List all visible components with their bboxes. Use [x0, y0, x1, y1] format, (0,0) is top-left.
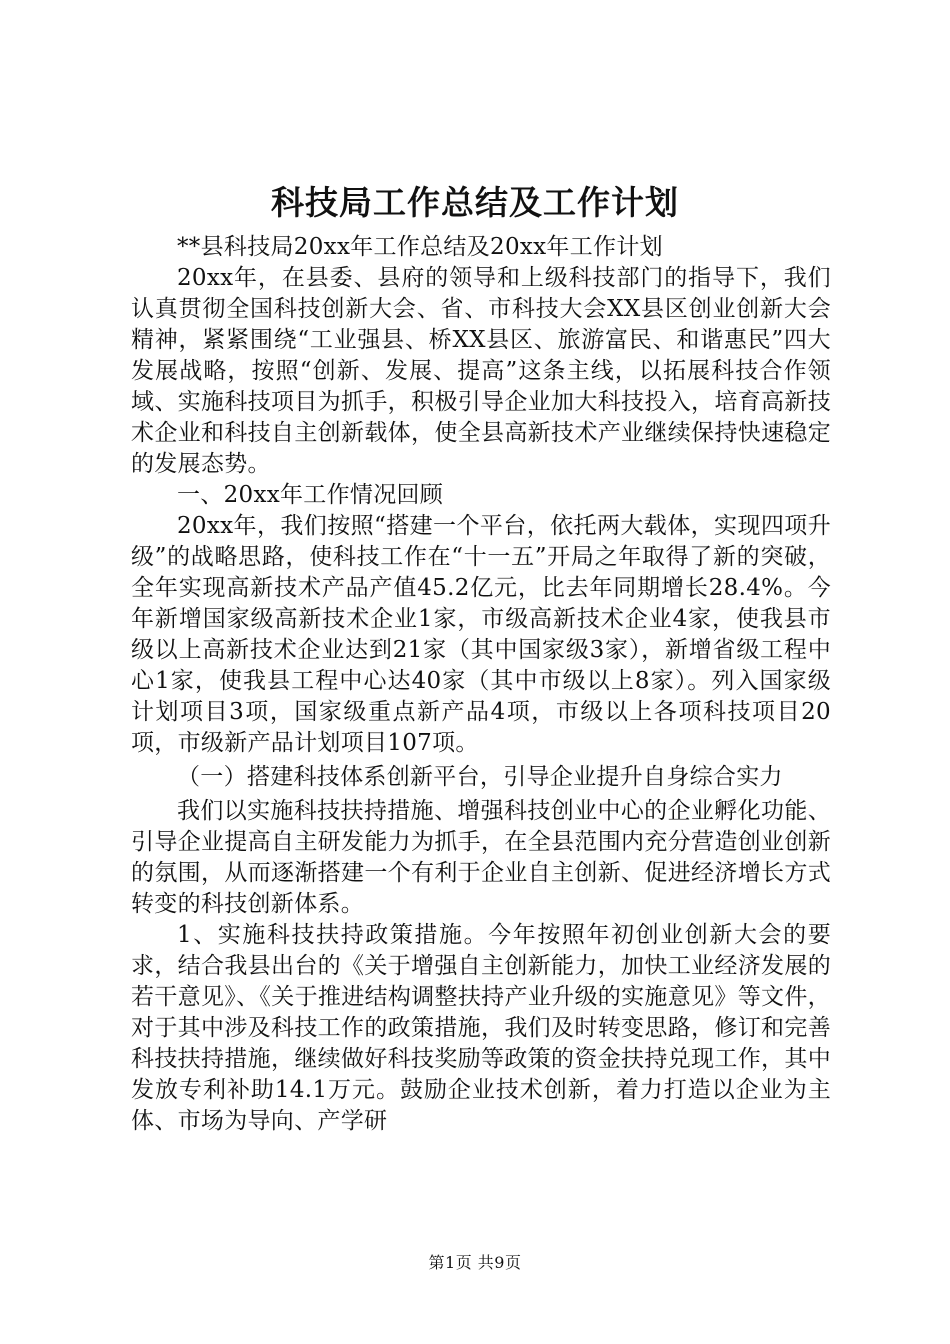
intro-paragraph: 20xx年，在县委、县府的领导和上级科技部门的指导下，我们认真贯彻全国科技创新大会、省、市科技大会XX县区创业创新大会精神，紧紧围绕“工业强县、桥XX县区、旅游富民、和谐惠民”四大发展战略，按照“创新、发展、提高”这条主线，以拓展科技合作领域、实施科技项目为抓手，积极引导企业加大科技投入，培育高新技术企业和科技自主创新载体，使全县高新技术产业继续保持快速稳定的发展态势。	[131, 265, 831, 477]
platform-paragraph: 我们以实施科技扶持措施、增强科技创业中心的企业孵化功能、引导企业提高自主研发能力为抓手，在全县范围内充分营造创业创新的氛围，从而逐渐搭建一个有利于企业自主创新、促进经济增长方式转变的科技创新体系。	[131, 798, 831, 917]
review-paragraph: 20xx年，我们按照“搭建一个平台，依托两大载体，实现四项升级”的战略思路，使科技工作在“十一五”开局之年取得了新的突破，全年实现高新技术产品产值45.2亿元，比去年同期增长28.4%。今年新增国家级高新技术企业1家，市级高新技术企业4家，使我县市级以上高新技术企业达到21家（其中国家级3家），新增省级工程中心1家，使我县工程中心达40家（其中市级以上8家）。列入国家级计划项目3项，国家级重点新产品4项，市级以上各项科技项目20项，市级新产品计划项目107项。	[131, 513, 831, 756]
subsection-heading: （一）搭建科技体系创新平台，引导企业提升自身综合实力	[177, 764, 783, 790]
document-body	[131, 232, 831, 1137]
section-heading: 一、20xx年工作情况回顾	[177, 482, 444, 508]
subtitle-paragraph: **县科技局20xx年工作总结及20xx年工作计划	[177, 234, 663, 260]
policy-paragraph: 1、实施科技扶持政策措施。今年按照年初创业创新大会的要求，结合我县出台的《关于增强自主创新能力，加快工业经济发展的若干意见》、《关于推进结构调整扶持产业升级的实施意见》等文件，对于其中涉及科技工作的政策措施，我们及时转变思路，修订和完善科技扶持措施，继续做好科技奖励等政策的资金扶持兑现工作，其中发放专利补助14.1万元。鼓励企业技术创新，着力打造以企业为主体、市场为导向、产学研	[131, 922, 831, 1134]
document-title: 科技局工作总结及工作计划	[271, 183, 679, 222]
page-number: 第1页 共9页	[428, 1253, 522, 1272]
